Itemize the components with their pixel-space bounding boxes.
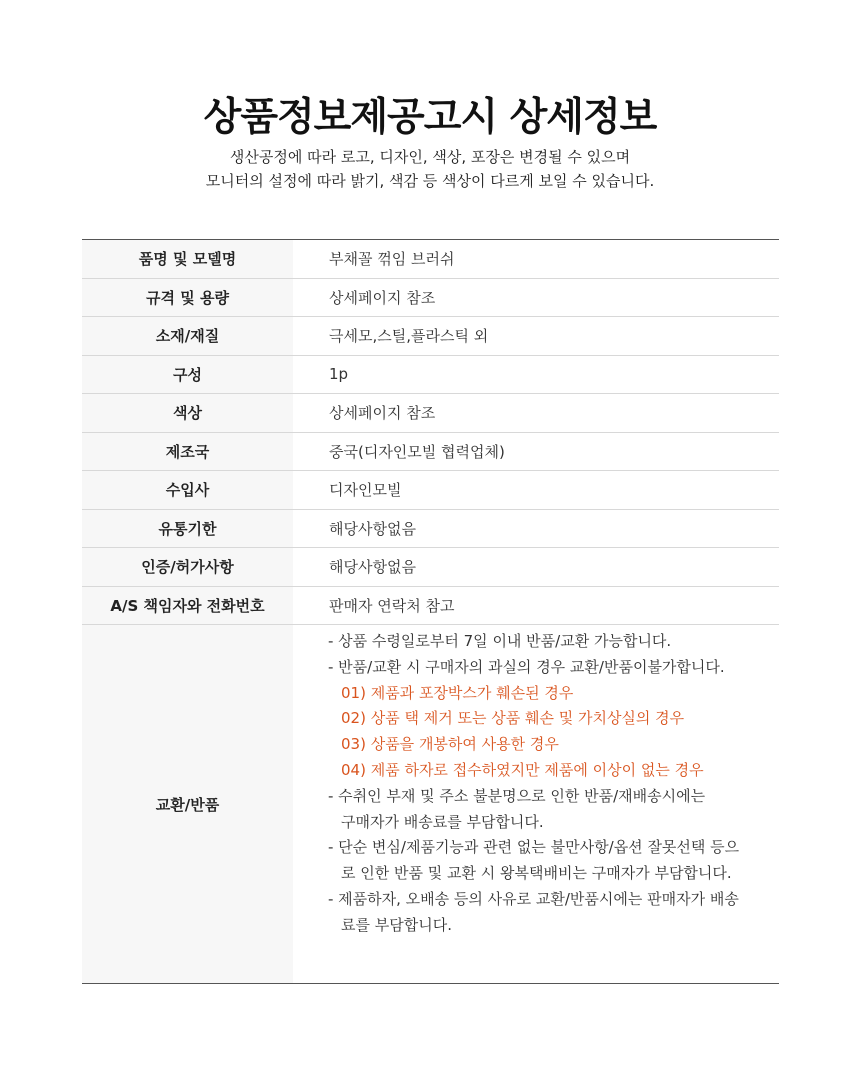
exchange-note-line: - 반품/교환 시 구매자의 과실의 경우 교환/반품이불가합니다. — [328, 657, 725, 676]
exchange-note-line: - 단순 변심/제품기능과 관련 없는 불만사항/옵션 잘못선택 등으 — [328, 838, 740, 857]
row-label: 규격 및 용량 — [82, 279, 293, 317]
row-label: 인증/허가사항 — [82, 548, 293, 586]
table-row — [82, 586, 779, 625]
row-value: 1p — [329, 365, 349, 384]
row-label: 구성 — [82, 356, 293, 394]
subtitle-line-1: 생산공정에 따라 로고, 디자인, 색상, 포장은 변경될 수 있으며 — [229, 148, 631, 166]
exchange-note-line: 료를 부담합니다. — [341, 915, 452, 934]
row-value: 상세페이지 참조 — [329, 288, 436, 307]
exchange-note-line: - 상품 수령일로부터 7일 이내 반품/교환 가능합니다. — [328, 632, 672, 650]
exchange-return-label: 교환/반품 — [82, 625, 293, 983]
exchange-return-notes — [293, 625, 739, 983]
exchange-restriction-item: 01) 제품과 포장박스가 훼손된 경우 — [341, 683, 574, 702]
row-label: 소재/재질 — [82, 317, 293, 355]
row-value: 판매자 연락처 참고 — [329, 596, 455, 615]
row-value: 상세페이지 참조 — [329, 404, 436, 423]
row-label: 색상 — [82, 394, 293, 432]
exchange-note-line: - 제품하자, 오배송 등의 사유로 교환/반품시에는 판매자가 배송 — [328, 889, 739, 908]
table-row — [82, 393, 779, 432]
row-value: 해당사항없음 — [329, 558, 416, 577]
row-label: 품명 및 모델명 — [82, 240, 293, 278]
row-label: A/S 책임자와 전화번호 — [82, 587, 293, 625]
page-title: 상품정보제공고시 상세정보 — [203, 95, 657, 140]
table-row — [82, 432, 779, 471]
table-row — [82, 240, 779, 278]
row-value: 디자인모빌 — [329, 481, 402, 500]
subtitle-line-2: 모니터의 설정에 따라 밝기, 색감 등 색상이 다르게 보일 수 있습니다. — [205, 172, 655, 190]
exchange-return-row — [82, 624, 779, 983]
table-row — [82, 316, 779, 355]
row-label: 수입사 — [82, 471, 293, 509]
exchange-restriction-item: 03) 상품을 개봉하여 사용한 경우 — [341, 735, 559, 754]
exchange-restriction-item: 04) 제품 하자로 접수하였지만 제품에 이상이 없는 경우 — [341, 760, 704, 779]
row-value: 해당사항없음 — [329, 519, 416, 538]
exchange-restriction-item: 02) 상품 택 제거 또는 상품 훼손 및 가치상실의 경우 — [341, 709, 685, 728]
table-row — [82, 547, 779, 586]
table-row — [82, 278, 779, 317]
exchange-note-line: 구매자가 배송료를 부담합니다. — [341, 812, 544, 831]
exchange-note-line: 로 인한 반품 및 교환 시 왕복택배비는 구매자가 부담합니다. — [341, 864, 732, 883]
table-row — [82, 355, 779, 394]
row-label: 유통기한 — [82, 510, 293, 548]
row-value: 중국(디자인모빌 협력업체) — [329, 442, 505, 461]
product-info-table — [82, 239, 779, 984]
row-label: 제조국 — [82, 433, 293, 471]
table-row — [82, 509, 779, 548]
row-value: 부채꼴 꺾임 브러쉬 — [329, 250, 455, 269]
table-row — [82, 470, 779, 509]
exchange-note-line: - 수취인 부재 및 주소 불분명으로 인한 반품/재배송시에는 — [328, 786, 706, 805]
row-value: 극세모,스틸,플라스틱 외 — [329, 327, 489, 346]
